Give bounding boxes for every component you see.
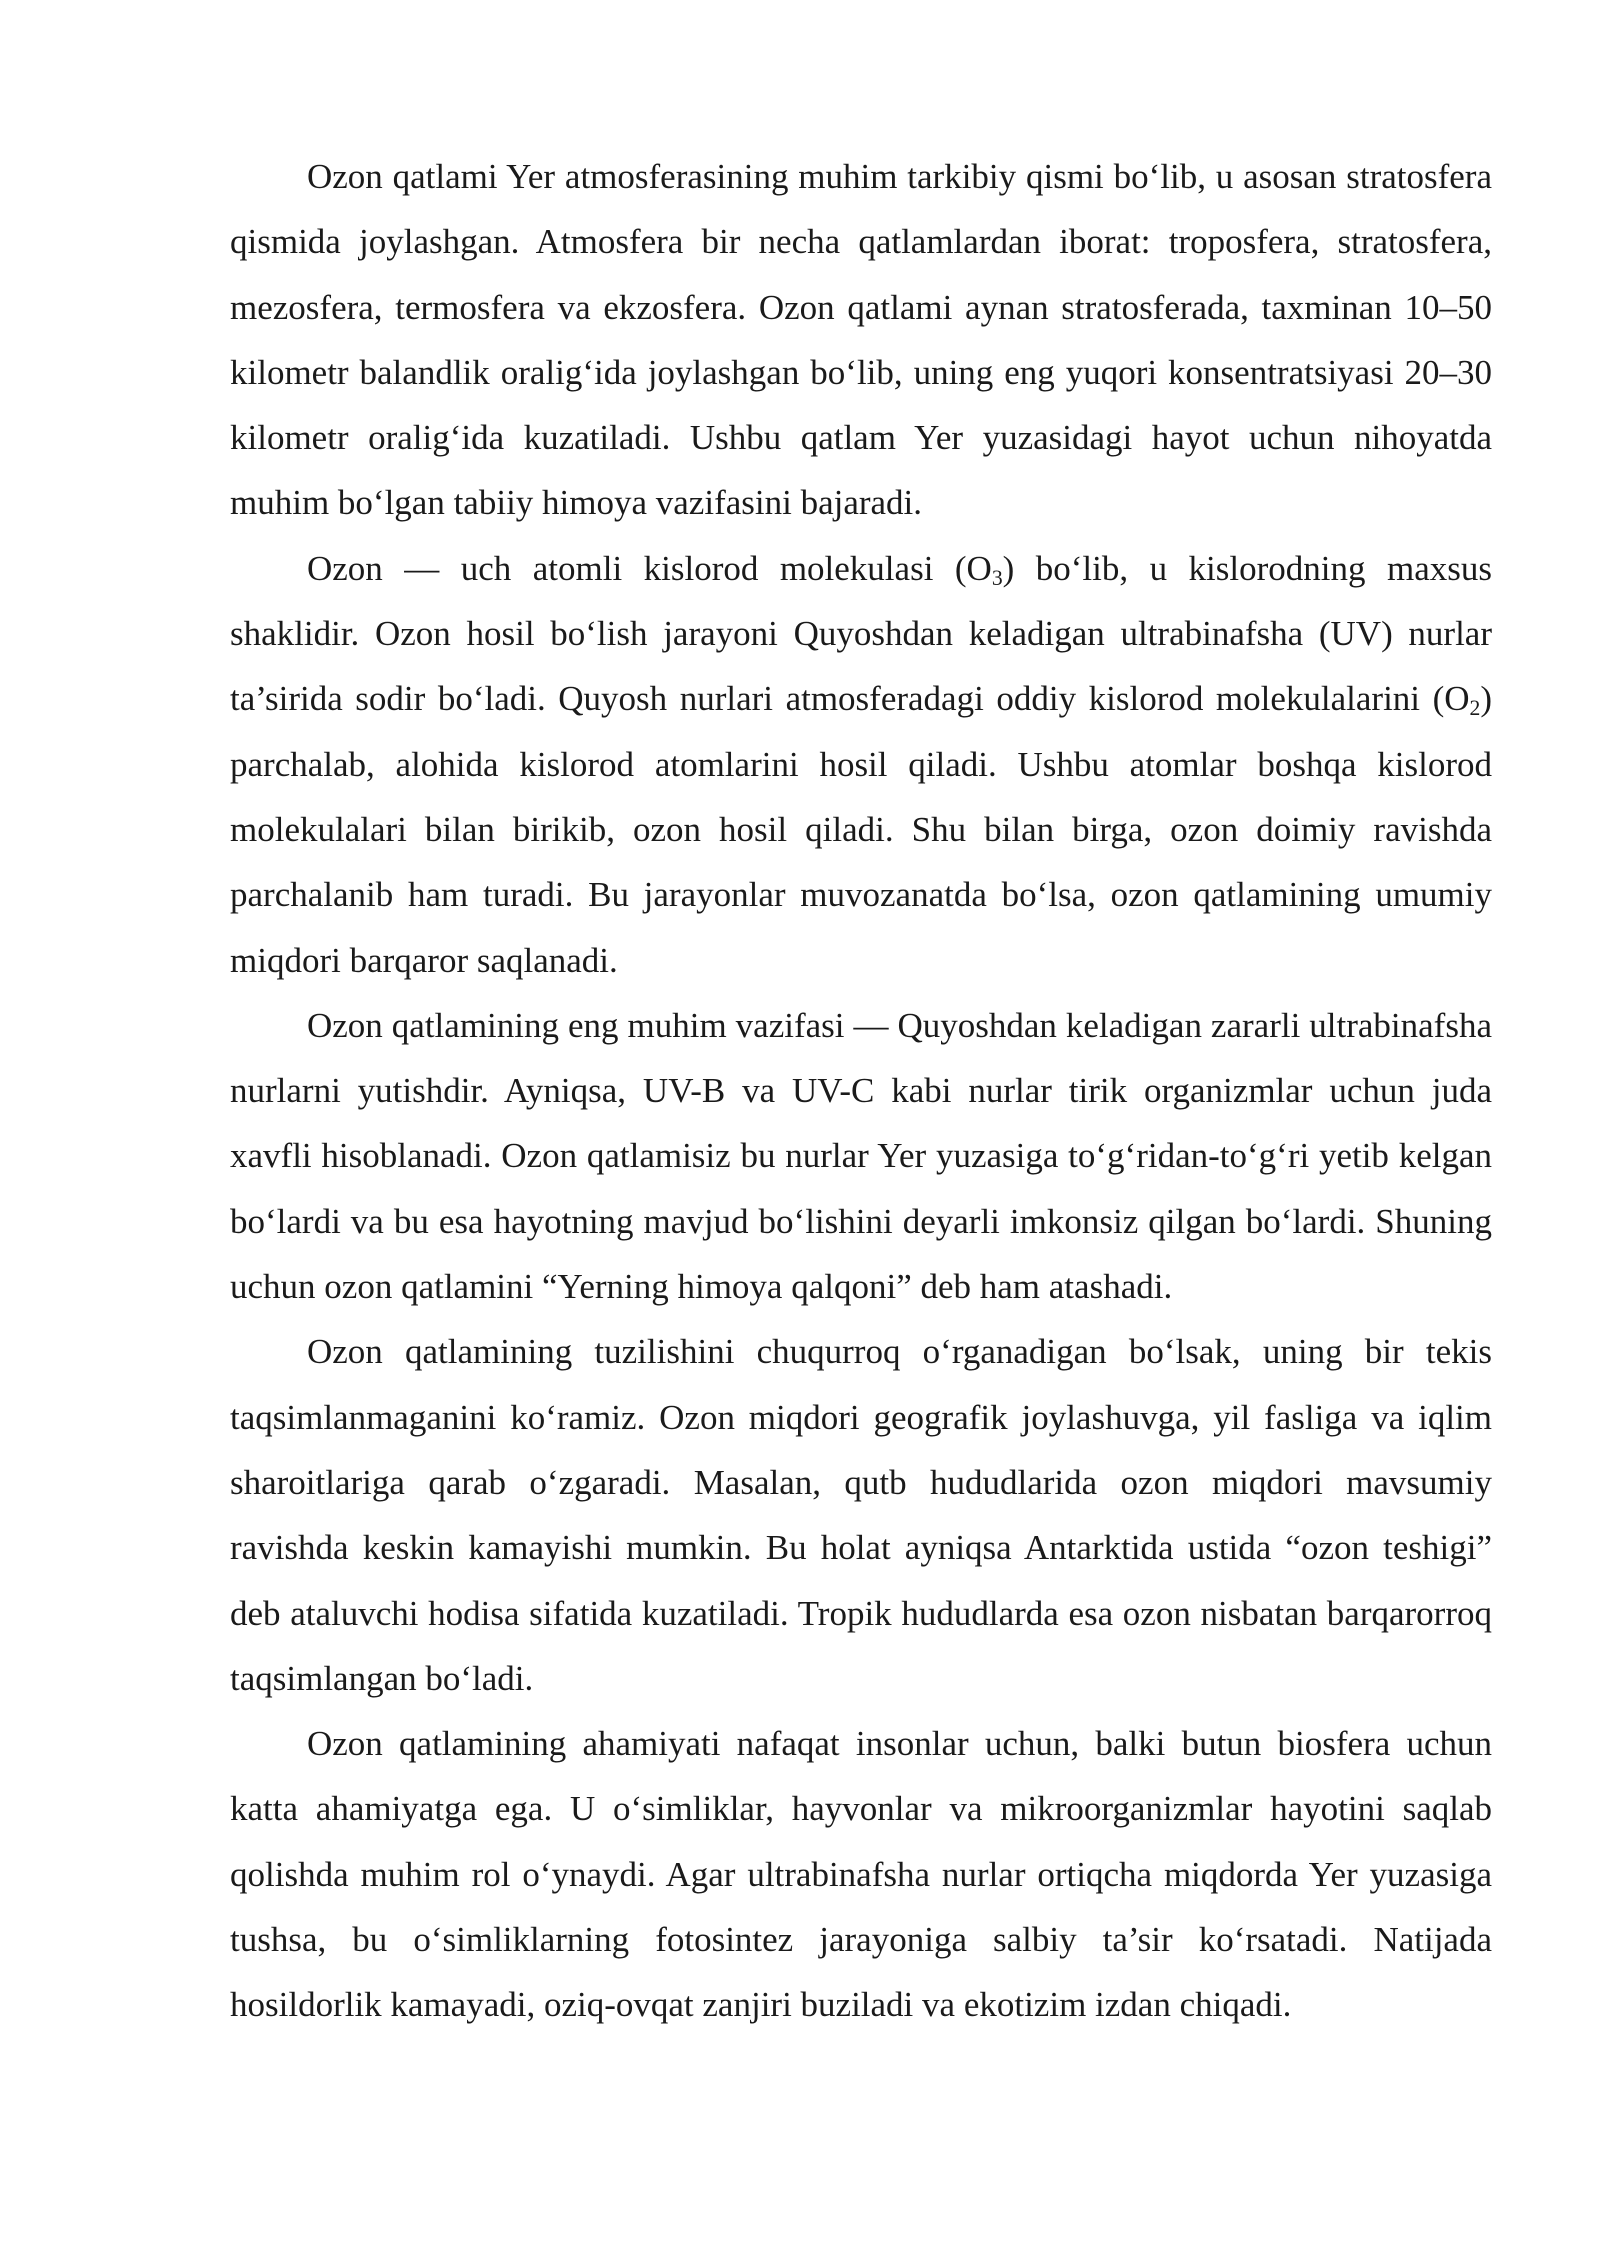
subscript-3: 3 xyxy=(991,565,1003,590)
subscript-2: 2 xyxy=(1469,696,1481,721)
paragraph-text: Ozon — uch atomli kislorod molekulasi (O xyxy=(307,548,992,588)
paragraph-text: ) parchalab, alohida kislorod atomlarini hosil qiladi. Ushbu atomlar boshqa kislorod molekulalari bilan birikib, ozon hosil qiladi. Shu bilan birga, ozon doimiy ravishda parchalanib ham turadi. Bu jarayonlar muvozanatda bo‘lsa, ozon qatlamining umumiy miqdori barqaror saqlanadi. xyxy=(230,679,1492,980)
paragraph-ozone-function xyxy=(230,993,1492,1319)
paragraph-text: Ozon qatlamining eng muhim vazifasi — Quyoshdan keladigan zararli ultrabinafsha nurlarni yutishdir. Ayniqsa, UV-B va UV-C kabi nurlar tirik organizmlar uchun juda xavfli hisoblanadi. Ozon qatlamisiz bu nurlar Yer yuzasiga to‘g‘ridan-to‘g‘ri yetib kelgan bo‘lardi va bu esa hayotning mavjud bo‘lishini deyarli imkonsiz qilgan bo‘lardi. Shuning uchun ozon qatlamini “Yerning himoya qalqoni” deb ham atashadi. xyxy=(230,1005,1492,1307)
paragraph-text: Ozon qatlami Yer atmosferasining muhim tarkibiy qismi bo‘lib, u asosan stratosfera qismida joylashgan. Atmosfera bir necha qatlamlardan iborat: troposfera, stratosfera, mezosfera, termosfera va ekzosfera. Ozon qatlami aynan stratosferada, taxminan 10–50 kilometr balandlik oralig‘ida joylashgan bo‘lib, uning eng yuqori konsentratsiyasi 20–30 kilometr oralig‘ida kuzatiladi. Ushbu qatlam Yer yuzasidagi hayot uchun nihoyatda muhim bo‘lgan tabiiy himoya vazifasini bajaradi. xyxy=(230,157,1492,523)
paragraph-text: ) bo‘lib, u kislorodning maxsus shaklidir. Ozon hosil bo‘lish jarayoni Quyoshdan keladigan ultrabinafsha (UV) nurlar ta’sirida sodir bo‘ladi. Quyosh nurlari atmosferadagi oddiy kislorod molekulalarini (O xyxy=(230,548,1492,719)
paragraph-text: Ozon qatlamining ahamiyati nafaqat insonlar uchun, balki butun biosfera uchun katta ahamiyatga ega. U o‘simliklar, hayvonlar va mikroorganizmlar hayotini saqlab qolishda muhim rol o‘ynaydi. Agar ultrabinafsha nurlar ortiqcha miqdorda Yer yuzasiga tushsa, bu o‘simliklarning fotosintez jarayoniga salbiy ta’sir ko‘rsatadi. Natijada hosildorlik kamayadi, oziq-ovqat zanjiri buziladi va ekotizim izdan chiqadi. xyxy=(230,1724,1492,2025)
paragraph-ozone-importance xyxy=(230,1711,1492,2037)
paragraph-ozone-layer-location xyxy=(230,144,1492,536)
paragraph-ozone-distribution xyxy=(230,1319,1492,1711)
paragraph-text: Ozon qatlamining tuzilishini chuqurroq o‘rganadigan bo‘lsak, uning bir tekis taqsimlanmaganini ko‘ramiz. Ozon miqdori geografik joylashuvga, yil fasliga va iqlim sharoitlariga qarab o‘zgaradi. Masalan, qutb hududlarida ozon miqdori mavsumiy ravishda keskin kamayishi mumkin. Bu holat ayniqsa Antarktida ustida “ozon teshigi” deb ataluvchi hodisa sifatida kuzatiladi. Tropik hududlarda esa ozon nisbatan barqarorroq taqsimlangan bo‘ladi. xyxy=(230,1332,1492,1698)
document-body xyxy=(230,144,1492,2038)
paragraph-ozone-formation xyxy=(230,536,1492,993)
